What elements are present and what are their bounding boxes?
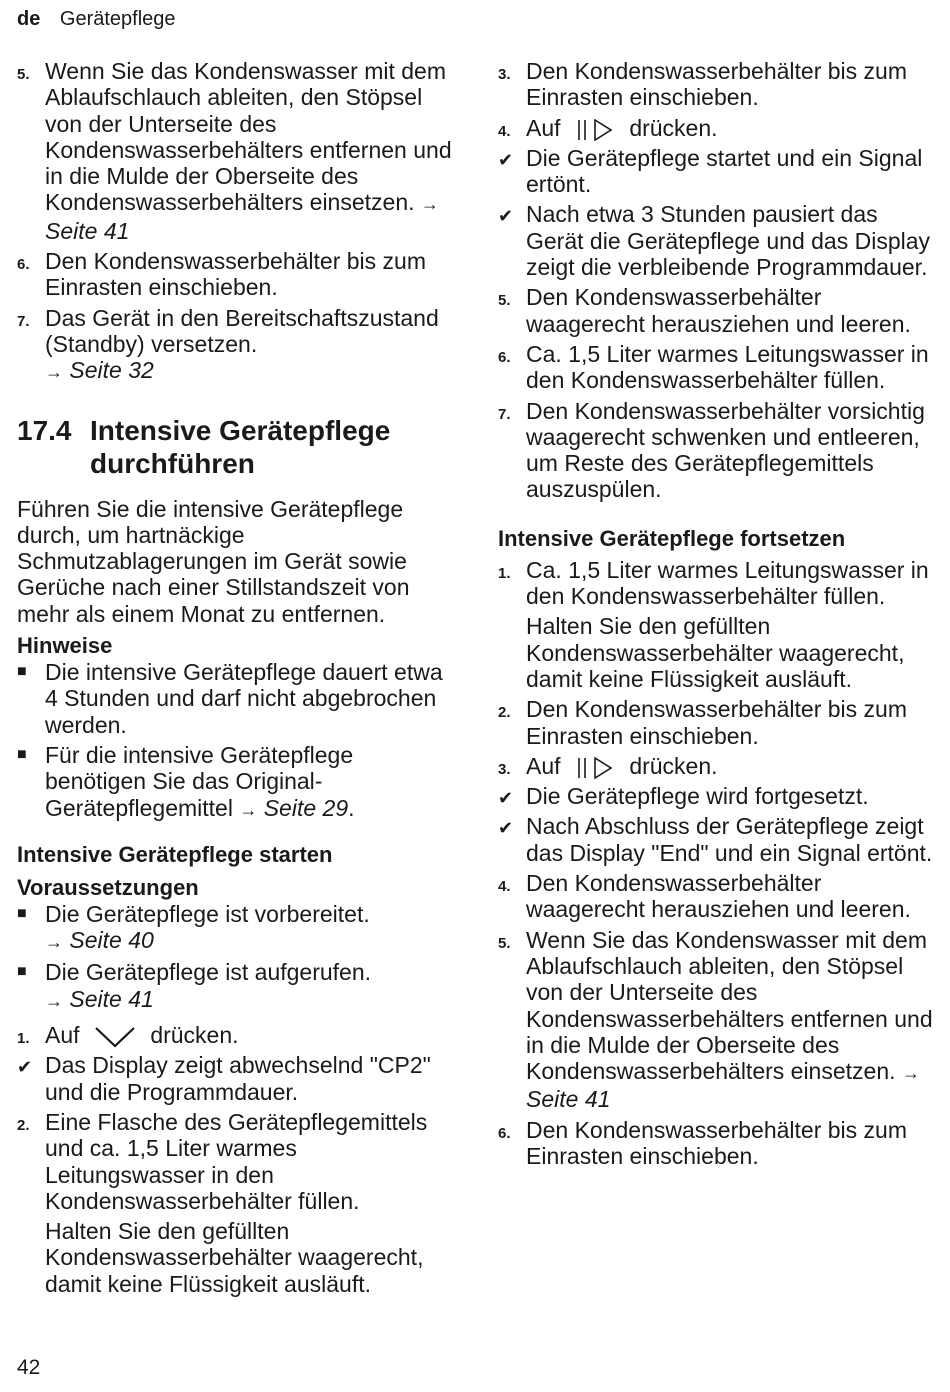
- arrow-icon: →: [901, 1063, 920, 1084]
- step-text: Ca. 1,5 Liter warmes Leitungswasser in den Kondenswasserbehälter füllen.: [526, 340, 929, 394]
- page-reference: Seite 32: [69, 357, 154, 384]
- step-text: Wenn Sie das Kondenswasser mit dem Ablaufschlauch ableiten, den Stöpsel von der Unterseite des Kondenswasserbehälters entfernen und in die Mulde der Oberseite des Kondenswasserbehälters einsetzen.: [526, 926, 933, 1085]
- action-step-3: [498, 58, 938, 111]
- step-number: 5.: [498, 934, 511, 952]
- step-number: 3.: [498, 760, 511, 778]
- result-item: [17, 1052, 457, 1105]
- right-column: [498, 58, 938, 1173]
- note-item: [17, 659, 457, 738]
- step-text: Ca. 1,5 Liter warmes Leitungswasser in den Kondenswasserbehälter füllen.: [526, 556, 929, 610]
- result-item: [498, 813, 938, 866]
- step-number: 1.: [498, 564, 511, 582]
- note-text: Die intensive Gerätepflege dauert etwa 4 Stunden und darf nicht abgebrochen werden.: [45, 659, 443, 738]
- step-text-after: drücken.: [150, 1022, 239, 1049]
- step-text: Das Gerät in den Bereitschaftszustand (Standby) versetzen.: [45, 304, 439, 357]
- step-number: 6.: [17, 256, 30, 274]
- result-item: [498, 145, 938, 198]
- square-bullet-icon: ■: [17, 745, 27, 763]
- step-6: [17, 248, 457, 301]
- section-title: Intensive Gerätepflege durchführen: [90, 414, 391, 479]
- step-number: 2.: [17, 1116, 30, 1134]
- result-text: Nach Abschluss der Gerätepflege zeigt das Display "End" und ein Signal ertönt.: [526, 813, 933, 866]
- action-step-1: [17, 1022, 457, 1048]
- continue-step-4: [498, 870, 938, 923]
- step-number: 6.: [498, 348, 511, 366]
- step-number: 7.: [17, 312, 30, 330]
- section-number: 17.4: [17, 414, 72, 446]
- continue-step-5: [498, 927, 938, 1113]
- prerequisite-item: [17, 901, 457, 956]
- check-icon: ✔: [498, 788, 514, 809]
- step-text: Den Kondenswasserbehälter waagerecht herausziehen und leeren.: [526, 284, 911, 337]
- section-heading: [17, 414, 457, 480]
- step-number: 7.: [498, 405, 511, 423]
- prerequisite-text: Die Gerätepflege ist vorbereitet.: [45, 900, 370, 927]
- step-text-after: drücken.: [629, 114, 718, 141]
- action-step-2: [17, 1109, 457, 1214]
- page-reference: Seite 41: [69, 985, 154, 1012]
- notes-heading: Hinweise: [17, 633, 113, 659]
- result-text: Die Gerätepflege wird fortgesetzt.: [526, 783, 869, 810]
- note-text: Für die intensive Gerätepflege benötigen Sie das Original-Gerätepflegemittel: [45, 741, 354, 821]
- arrow-icon: →: [239, 799, 258, 820]
- prerequisites-heading: Voraussetzungen: [17, 874, 199, 900]
- page-header: [17, 8, 176, 31]
- page-reference: Seite 29: [263, 794, 349, 821]
- step-text: Den Kondenswasserbehälter waagerecht herausziehen und leeren.: [526, 870, 911, 923]
- square-bullet-icon: ■: [17, 904, 27, 922]
- continue-step-6: [498, 1117, 938, 1170]
- result-item: [498, 201, 938, 280]
- arrow-icon: →: [420, 194, 439, 215]
- step-number: 5.: [17, 66, 30, 83]
- step-number: 4.: [498, 122, 511, 140]
- subsection-heading-start: Intensive Gerätepflege starten: [17, 841, 333, 867]
- prerequisite-item: [17, 959, 457, 1014]
- action-step-5: [498, 284, 938, 337]
- step-5: [17, 58, 457, 244]
- start-pause-icon: [575, 757, 615, 779]
- step-text-after: drücken.: [629, 752, 718, 779]
- intro-paragraph: Führen Sie die intensive Gerätepflege durch, um hartnäckige Schmutzablagerungen im Gerät sowie Gerüche nach einer Stillstandszeit von mehr als einem Monat zu entfernen.: [17, 495, 410, 627]
- step-text-before: Auf: [45, 1022, 80, 1049]
- check-icon: ✔: [498, 206, 514, 227]
- page-reference: Seite 41: [45, 217, 130, 244]
- step-number: 3.: [498, 66, 511, 83]
- result-text: Nach etwa 3 Stunden pausiert das Gerät die Gerätepflege und das Display zeigt die verbleibende Programmdauer.: [526, 201, 931, 281]
- arrow-icon: →: [45, 362, 63, 383]
- action-step-6: [498, 341, 938, 394]
- continue-step-1: [498, 557, 938, 610]
- step-7: [17, 305, 457, 386]
- step-number: 2.: [498, 704, 511, 722]
- step-continuation: Halten Sie den gefüllten Kondenswasserbehälter waagerecht, damit keine Flüssigkeit ausläuft.: [526, 613, 905, 692]
- step-number: 6.: [498, 1124, 511, 1142]
- check-icon: ✔: [17, 1057, 33, 1078]
- step-text: Den Kondenswasserbehälter bis zum Einrasten einschieben.: [45, 248, 426, 301]
- step-number: 5.: [498, 292, 511, 310]
- arrow-icon: →: [45, 932, 63, 953]
- check-icon: ✔: [498, 818, 514, 839]
- page-number: 42: [17, 1356, 41, 1379]
- square-bullet-icon: ■: [17, 963, 27, 981]
- action-step-4: [498, 115, 938, 141]
- action-step-7: [498, 398, 938, 503]
- page-reference: Seite 40: [69, 927, 154, 954]
- start-pause-icon: [575, 119, 615, 141]
- subsection-heading-continue: Intensive Gerätepflege fortsetzen: [498, 525, 846, 551]
- result-text: Das Display zeigt abwechselnd "CP2" und die Programmdauer.: [45, 1052, 431, 1105]
- continue-step-2: [498, 696, 938, 749]
- step-text-before: Auf: [526, 752, 561, 779]
- step-number: 4.: [498, 878, 511, 896]
- step-text-before: Auf: [526, 114, 561, 141]
- step-text: Eine Flasche des Gerätepflegemittels und ca. 1,5 Liter warmes Leitungswasser in den Kondenswasserbehälter füllen.: [45, 1108, 428, 1214]
- step-text: Den Kondenswasserbehälter bis zum Einrasten einschieben.: [526, 58, 907, 111]
- result-text: Die Gerätepflege startet und ein Signal ertönt.: [526, 144, 923, 198]
- arrow-icon: →: [45, 990, 63, 1011]
- step-continuation: Halten Sie den gefüllten Kondenswasserbehälter waagerecht, damit keine Flüssigkeit ausläuft.: [45, 1218, 424, 1297]
- step-number: 1.: [17, 1030, 30, 1048]
- square-bullet-icon: ■: [17, 663, 27, 681]
- header-title: Gerätepflege: [59, 8, 176, 30]
- check-icon: ✔: [498, 149, 514, 170]
- step-text: Den Kondenswasserbehälter bis zum Einrasten einschieben.: [526, 696, 907, 749]
- step-text: Den Kondenswasserbehälter bis zum Einrasten einschieben.: [526, 1116, 907, 1169]
- prerequisite-text: Die Gerätepflege ist aufgerufen.: [45, 959, 372, 986]
- left-column: [17, 58, 457, 1301]
- note-item: ■ Für die intensive Gerätepflege benötigen Sie das Original-Gerätepflegemittel → Seite 29.: [17, 741, 355, 821]
- continue-step-3: [498, 753, 938, 779]
- result-item: [498, 783, 938, 809]
- chevron-down-icon: [94, 1026, 136, 1048]
- step-text: Den Kondenswasserbehälter vorsichtig waagerecht schwenken und entleeren, um Reste des Gerätepflegemittels auszuspülen.: [526, 397, 925, 503]
- page-reference: Seite 41: [526, 1086, 611, 1113]
- step-text: Wenn Sie das Kondenswasser mit dem Ablaufschlauch ableiten, den Stöpsel von der Unterseite des Kondenswasserbehälters entfernen und in die Mulde der Oberseite des Kondenswasserbehälters einsetzen.: [45, 58, 452, 216]
- language-code: de: [17, 8, 41, 30]
